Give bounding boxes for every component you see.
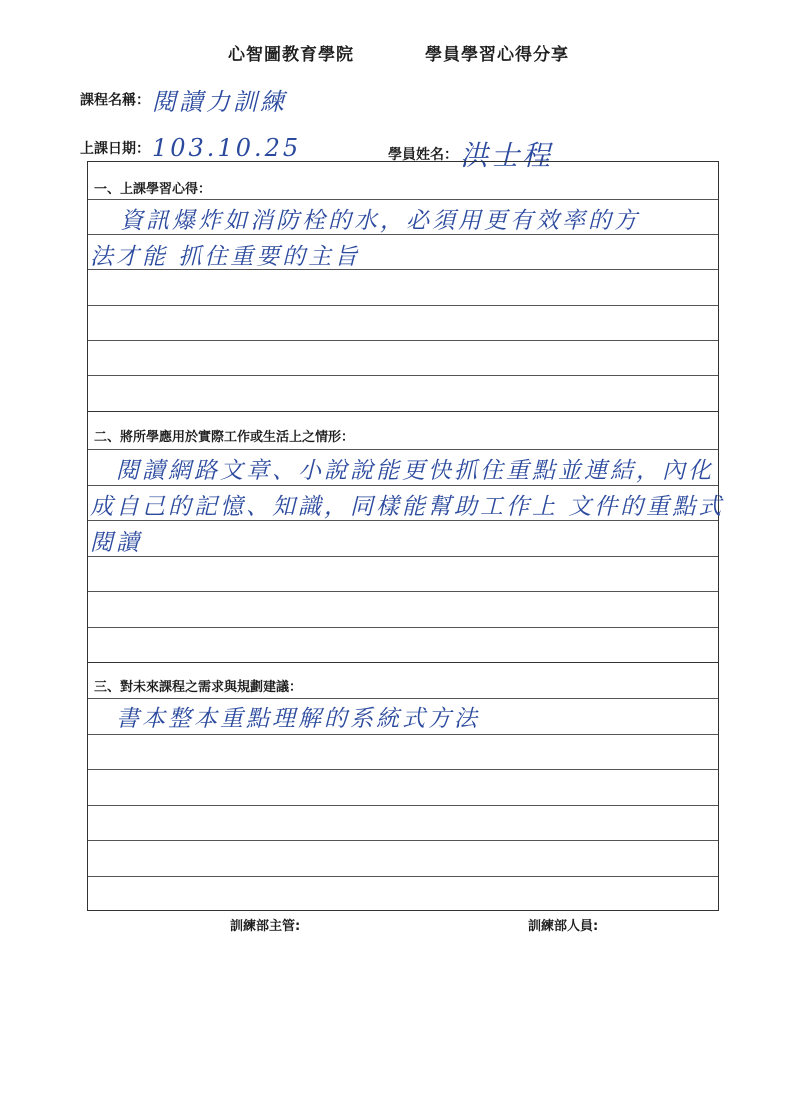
staff-signature-label: 訓練部人員:: [528, 919, 599, 934]
ruled-line: [88, 556, 718, 557]
ruled-line: [88, 485, 718, 486]
course-label: 課程名稱：: [80, 92, 150, 109]
student-name-label: 學員姓名：: [388, 147, 458, 163]
divider: [88, 698, 718, 699]
form-title: 學員學習心得分享: [425, 45, 569, 65]
course-value: 閱讀力訓練: [152, 88, 287, 116]
section-1-line-2: 法才能 抓住重要的主旨: [90, 244, 361, 270]
section-2-title: 二、將所學應用於實際工作或生活上之情形：: [94, 430, 355, 445]
section-divider: [88, 662, 718, 663]
divider: [88, 199, 718, 200]
ruled-line: [88, 805, 718, 806]
divider: [88, 449, 718, 450]
supervisor-signature-label: 訓練部主管:: [230, 919, 301, 934]
section-divider: [88, 411, 718, 412]
section-2-line-2: 成自己的記憶、知識，同樣能幫助工作上 文件的重點式: [90, 494, 725, 520]
ruled-line: [88, 375, 718, 376]
ruled-line: [88, 340, 718, 341]
ruled-line: [88, 769, 718, 770]
section-3-title: 三、對未來課程之需求與規劃建議：: [94, 680, 303, 695]
student-name-value: 洪士程: [460, 139, 554, 172]
section-3-line-1: 書本整本重點理解的系統式方法: [116, 706, 480, 732]
ruled-line: [88, 840, 718, 841]
ruled-line: [88, 305, 718, 306]
ruled-line: [88, 591, 718, 592]
date-label: 上課日期：: [80, 141, 150, 157]
ruled-line: [88, 734, 718, 735]
feedback-form-box: [87, 161, 725, 911]
date-field: [80, 134, 301, 162]
ruled-line: [88, 627, 718, 628]
course-field: [80, 82, 287, 117]
institute-title: 心智圖教育學院: [228, 45, 354, 65]
section-1-title: 一、上課學習心得：: [94, 182, 212, 197]
section-2-line-1: 閱讀網路文章、小說說能更快抓住重點並連結，內化: [116, 458, 714, 484]
ruled-line: [88, 876, 718, 877]
section-1-line-1: 資訊爆炸如消防栓的水，必須用更有效率的方: [120, 208, 640, 234]
date-value: 103.10.25: [152, 134, 302, 162]
section-2-line-3: 閱讀: [90, 530, 142, 556]
